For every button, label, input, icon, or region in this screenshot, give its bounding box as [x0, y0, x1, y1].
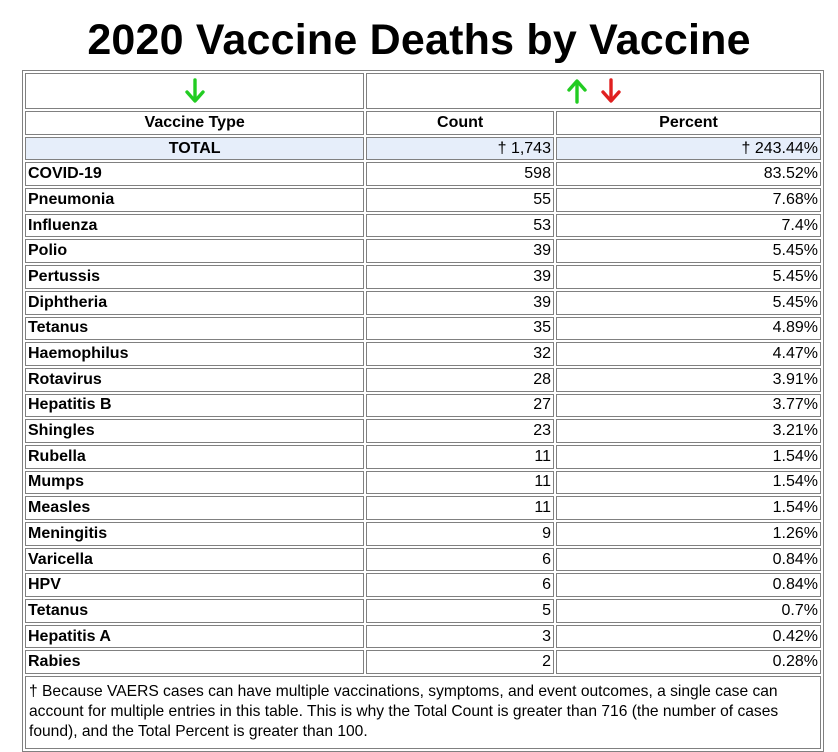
table-row: [25, 522, 821, 546]
vaccine-count: 39: [366, 239, 554, 263]
vaccine-percent: 5.45%: [556, 239, 821, 263]
vaccine-name: Hepatitis A: [25, 625, 364, 649]
vaccine-count: 11: [366, 496, 554, 520]
table-row: [25, 625, 821, 649]
vaccine-deaths-table: [22, 70, 824, 752]
table-row: [25, 419, 821, 443]
vaccine-count: 39: [366, 265, 554, 289]
vaccine-count: 6: [366, 573, 554, 597]
sort-count-ascending-icon[interactable]: [566, 78, 588, 104]
table-row: [25, 162, 821, 186]
vaccine-count: 598: [366, 162, 554, 186]
vaccine-count: 23: [366, 419, 554, 443]
vaccine-percent: 3.77%: [556, 394, 821, 418]
vaccine-name: Influenza: [25, 214, 364, 238]
vaccine-percent: 7.68%: [556, 188, 821, 212]
vaccine-percent: 1.54%: [556, 496, 821, 520]
vaccine-name: COVID-19: [25, 162, 364, 186]
table-row: [25, 471, 821, 495]
table-row: [25, 650, 821, 674]
table-row: [25, 239, 821, 263]
vaccine-name: Varicella: [25, 548, 364, 572]
vaccine-name: Tetanus: [25, 599, 364, 623]
vaccine-percent: 0.42%: [556, 625, 821, 649]
header-percent: Percent: [556, 111, 821, 135]
vaccine-name: Mumps: [25, 471, 364, 495]
table-row: [25, 342, 821, 366]
vaccine-count: 11: [366, 471, 554, 495]
table-row: [25, 265, 821, 289]
vaccine-count: 5: [366, 599, 554, 623]
vaccine-count: 55: [366, 188, 554, 212]
table-row: [25, 368, 821, 392]
total-percent: † 243.44%: [556, 137, 821, 161]
vaccine-name: Measles: [25, 496, 364, 520]
page-title: 2020 Vaccine Deaths by Vaccine: [87, 16, 751, 64]
table-row: [25, 496, 821, 520]
count-sort-cell: [366, 73, 821, 109]
sort-count-descending-icon[interactable]: [600, 78, 622, 104]
vaccine-percent: 5.45%: [556, 265, 821, 289]
vaccine-percent: 7.4%: [556, 214, 821, 238]
table-row: [25, 317, 821, 341]
vaccine-count: 35: [366, 317, 554, 341]
vaccine-count: 32: [366, 342, 554, 366]
vaccine-name: Diphtheria: [25, 291, 364, 315]
table-row: [25, 188, 821, 212]
vaccine-name: Meningitis: [25, 522, 364, 546]
footnote-row: [25, 676, 821, 749]
vaccine-percent: 0.7%: [556, 599, 821, 623]
vaccine-name: HPV: [25, 573, 364, 597]
vaccine-name: Pertussis: [25, 265, 364, 289]
vaccine-percent: 1.54%: [556, 445, 821, 469]
vaccine-percent: 1.26%: [556, 522, 821, 546]
vaccine-percent: 1.54%: [556, 471, 821, 495]
vaccine-percent: 5.45%: [556, 291, 821, 315]
vaccine-count: 39: [366, 291, 554, 315]
sort-row: [25, 73, 821, 109]
header-count: Count: [366, 111, 554, 135]
table-row: [25, 445, 821, 469]
vaccine-percent: 83.52%: [556, 162, 821, 186]
vaccine-percent: 0.28%: [556, 650, 821, 674]
name-sort-cell: [25, 73, 364, 109]
vaccine-name: Hepatitis B: [25, 394, 364, 418]
vaccine-percent: 4.47%: [556, 342, 821, 366]
total-row: [25, 137, 821, 161]
vaccine-name: Rotavirus: [25, 368, 364, 392]
header-row: [25, 111, 821, 135]
total-count: † 1,743: [366, 137, 554, 161]
footnote: † Because VAERS cases can have multiple vaccinations, symptoms, and event outcomes, a single case can account for multiple entries in this table. This is why the Total Count is greater than 716 (the number of cases found), and the Total Percent is greater than 100.: [25, 676, 821, 749]
vaccine-name: Rabies: [25, 650, 364, 674]
vaccine-percent: 3.21%: [556, 419, 821, 443]
vaccine-count: 53: [366, 214, 554, 238]
vaccine-percent: 0.84%: [556, 548, 821, 572]
vaccine-name: Tetanus: [25, 317, 364, 341]
vaccine-count: 3: [366, 625, 554, 649]
table-row: [25, 214, 821, 238]
vaccine-name: Polio: [25, 239, 364, 263]
table-row: [25, 573, 821, 597]
vaccine-count: 27: [366, 394, 554, 418]
vaccine-count: 11: [366, 445, 554, 469]
vaccine-name: Rubella: [25, 445, 364, 469]
table-row: [25, 548, 821, 572]
vaccine-count: 2: [366, 650, 554, 674]
vaccine-percent: 3.91%: [556, 368, 821, 392]
vaccine-name: Shingles: [25, 419, 364, 443]
header-vaccine-type: Vaccine Type: [25, 111, 364, 135]
vaccine-name: Pneumonia: [25, 188, 364, 212]
vaccine-percent: 0.84%: [556, 573, 821, 597]
vaccine-name: Haemophilus: [25, 342, 364, 366]
total-label: TOTAL: [25, 137, 364, 161]
vaccine-count: 28: [366, 368, 554, 392]
sort-name-descending-icon[interactable]: [184, 78, 206, 104]
vaccine-count: 6: [366, 548, 554, 572]
vaccine-percent: 4.89%: [556, 317, 821, 341]
table-row: [25, 394, 821, 418]
vaccine-count: 9: [366, 522, 554, 546]
table-row: [25, 291, 821, 315]
table-row: [25, 599, 821, 623]
